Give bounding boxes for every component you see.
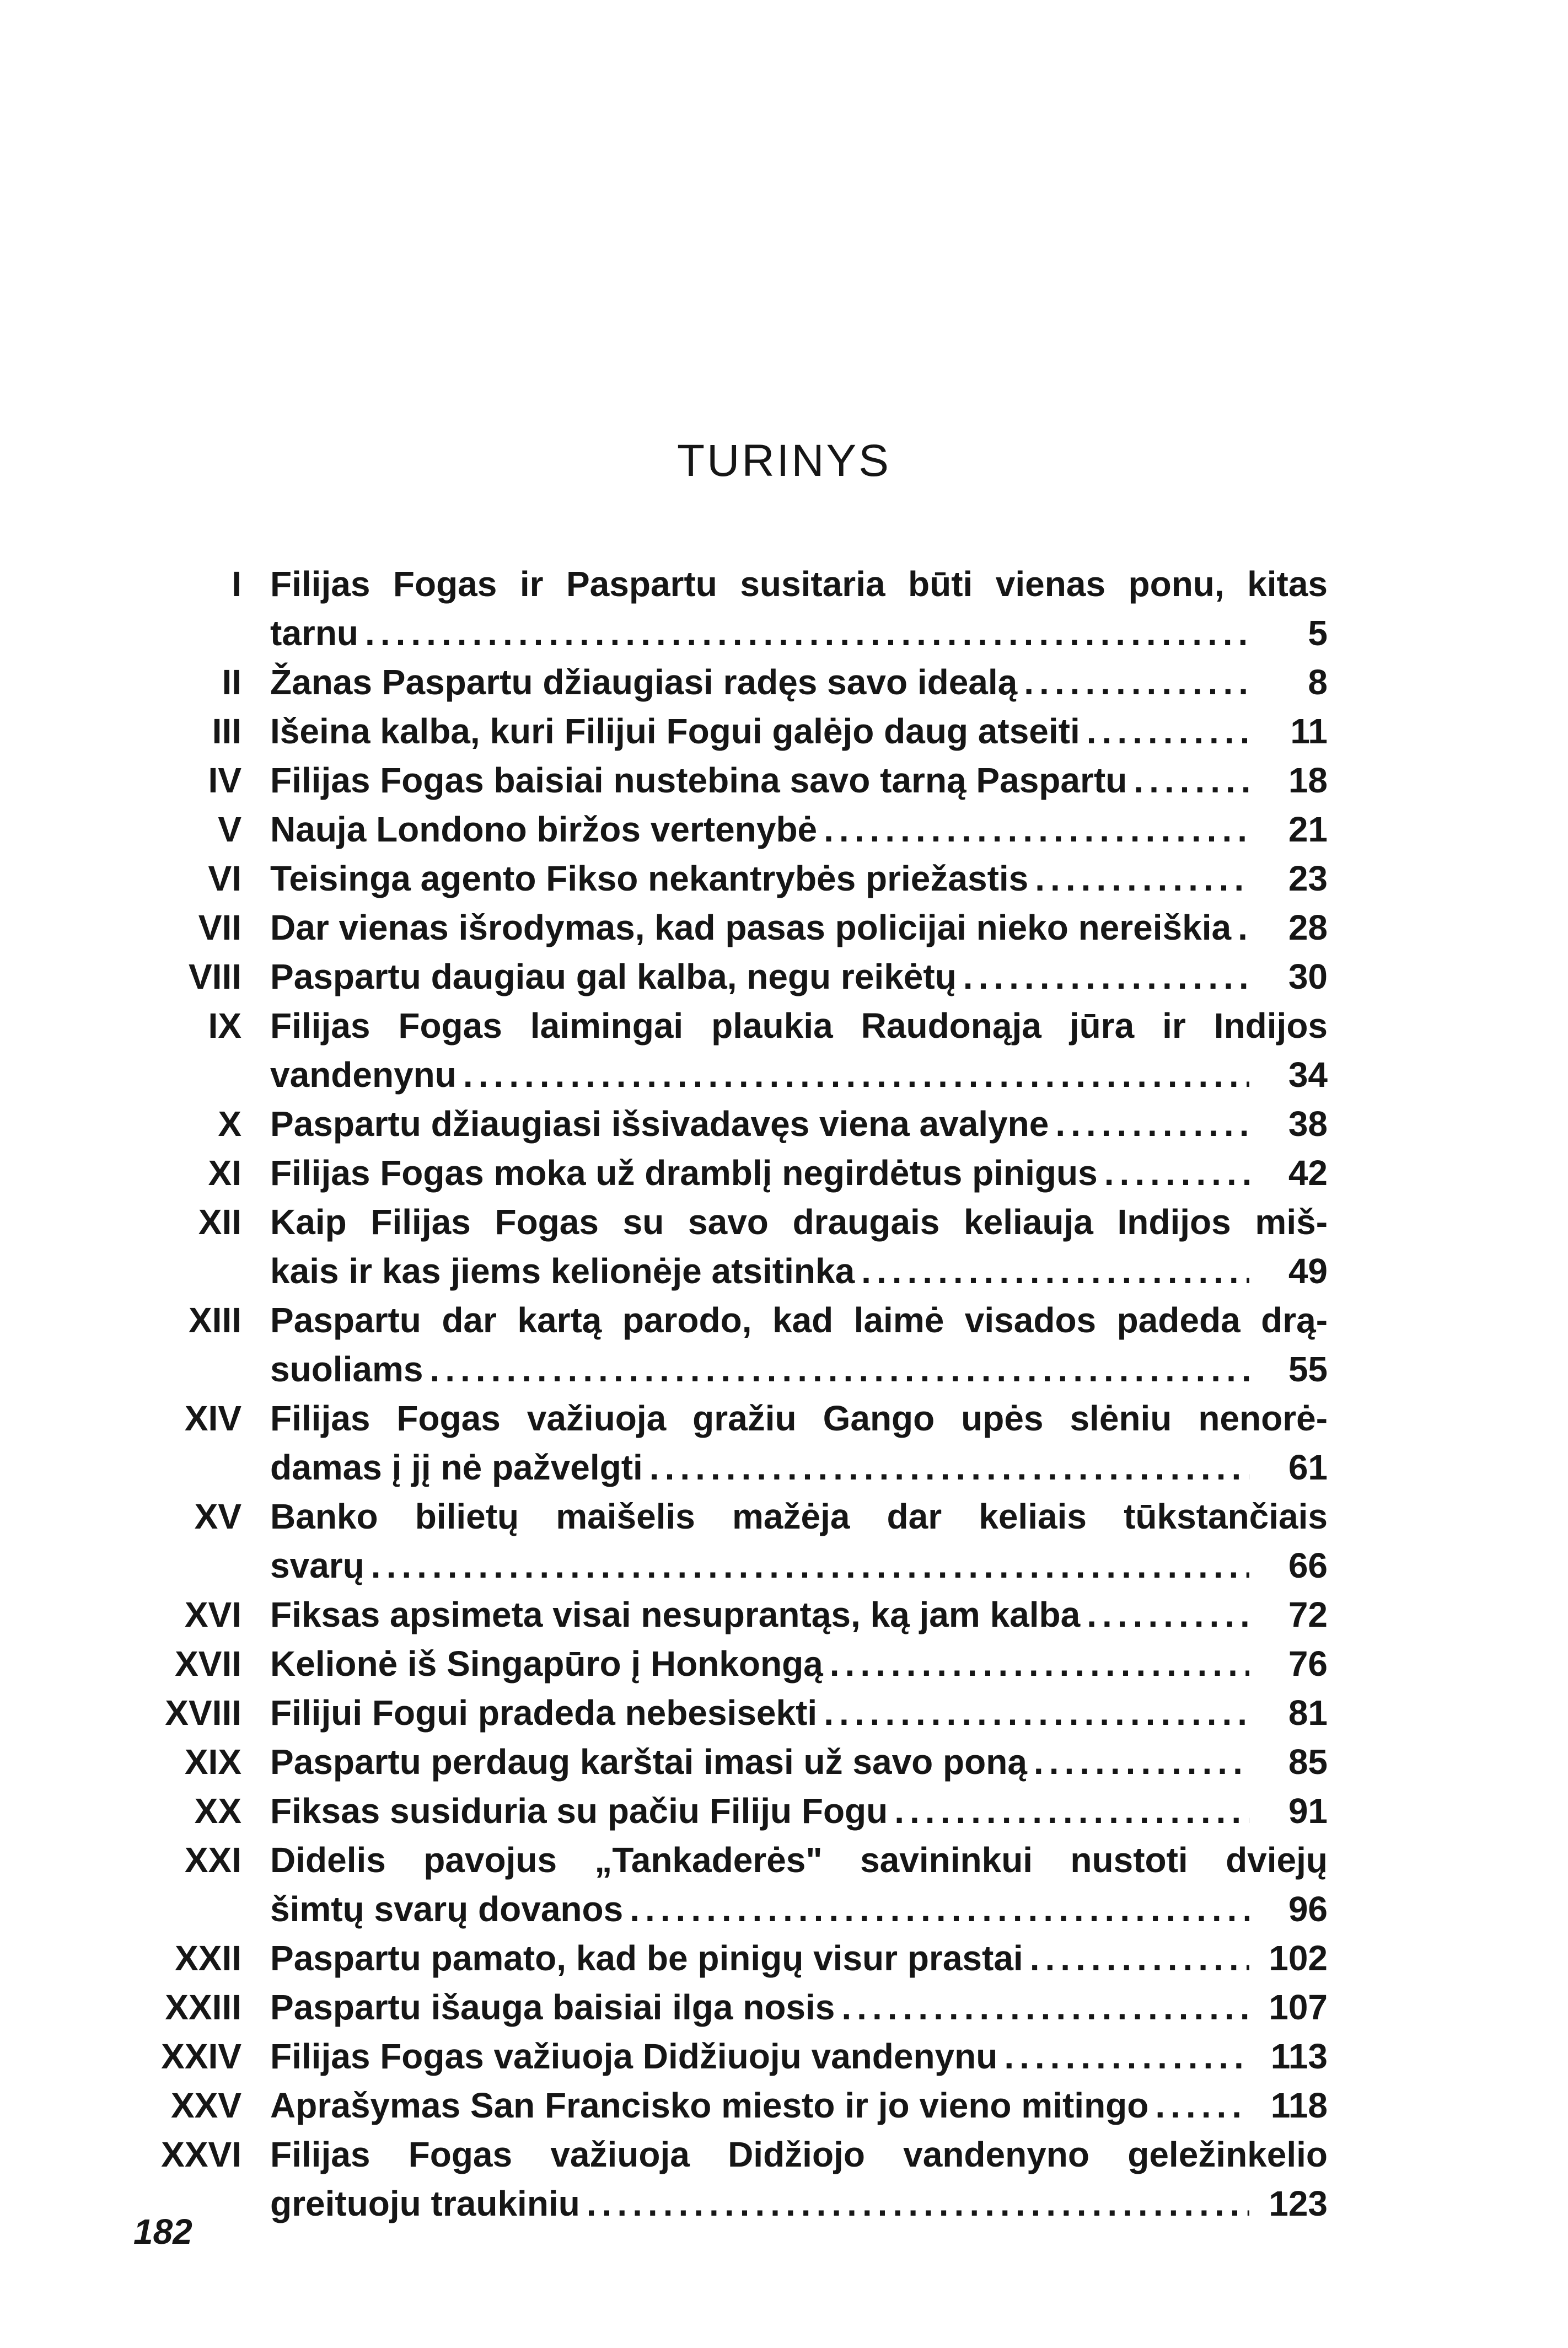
chapter-title — [270, 1149, 1328, 1198]
chapter-title — [270, 756, 1328, 805]
chapter-title-text: Kelionė iš Singapūro į Honkongą — [270, 1644, 823, 1684]
toc-page-number: 8 — [1308, 662, 1328, 702]
toc-page-number: 18 — [1288, 760, 1328, 800]
toc-entry — [0, 1149, 1568, 1198]
toc-entry — [0, 1688, 1568, 1738]
chapter-title-line — [270, 1688, 1328, 1738]
chapter-title-line — [270, 1296, 1328, 1345]
toc-entry — [0, 756, 1568, 805]
dot-leader — [365, 609, 1249, 658]
chapter-numeral: XXVI — [161, 2135, 241, 2174]
chapter-title — [270, 1836, 1328, 1934]
chapter-title-line — [270, 2032, 1328, 2081]
chapter-title — [270, 1001, 1328, 1100]
chapter-title-text: Didelis pavojus „Tankaderės" savininkui nustoti dviejų — [270, 1840, 1328, 1880]
chapter-numeral: XIV — [184, 1398, 241, 1438]
chapter-numeral: XXV — [170, 2086, 241, 2125]
toc-page-number: 107 — [1269, 1987, 1328, 2027]
chapter-numeral: II — [222, 662, 241, 702]
chapter-numeral: VIII — [188, 957, 241, 996]
chapter-title-text: damas į jį nė pažvelgti — [270, 1448, 643, 1487]
chapter-title-line — [270, 1983, 1328, 2032]
toc-page-number: 81 — [1288, 1693, 1328, 1733]
chapter-title-text: Filijas Fogas baisiai nustebina savo tarną Paspartu — [270, 760, 1127, 800]
chapter-title-line — [270, 1394, 1328, 1443]
toc-page-number: 38 — [1288, 1104, 1328, 1144]
chapter-title-line — [270, 2081, 1328, 2130]
toc-entry — [0, 805, 1568, 854]
toc-entry — [0, 658, 1568, 707]
chapter-title-line — [270, 560, 1328, 609]
toc-page-number: 76 — [1288, 1644, 1328, 1684]
chapter-title-line — [270, 2130, 1328, 2179]
dot-leader — [1134, 756, 1249, 805]
chapter-numeral: XXI — [184, 1840, 241, 1880]
chapter-title-line — [270, 952, 1328, 1001]
toc-entry — [0, 952, 1568, 1001]
chapter-title-text: tarnu — [270, 613, 358, 653]
chapter-title-line — [270, 1001, 1328, 1050]
chapter-title — [270, 1492, 1328, 1590]
chapter-title-line — [270, 658, 1328, 707]
chapter-title — [270, 952, 1328, 1001]
chapter-title — [270, 1198, 1328, 1296]
chapter-title-text: Filijas Fogas ir Paspartu susitaria būti vienas ponu, kitas — [270, 564, 1328, 604]
toc-page-number: 28 — [1288, 908, 1328, 947]
chapter-title-text: kais ir kas jiems kelionėje atsitinka — [270, 1251, 855, 1291]
dot-leader — [371, 1541, 1249, 1590]
chapter-numeral: XXIII — [165, 1987, 241, 2027]
chapter-title-text: greituoju traukiniu — [270, 2184, 580, 2223]
dot-leader — [894, 1787, 1249, 1836]
table-of-contents — [0, 560, 1568, 2228]
toc-entry — [0, 1738, 1568, 1787]
toc-entry — [0, 560, 1568, 658]
chapter-title — [270, 1983, 1328, 2032]
chapter-title-text: Banko bilietų maišelis mažėja dar keliais tūkstančiais — [270, 1497, 1328, 1536]
chapter-numeral: XVIII — [165, 1693, 241, 1733]
toc-entry — [0, 854, 1568, 903]
chapter-title-text: Filijas Fogas važiuoja Didžiojo vandenyno geležinkelio — [270, 2135, 1328, 2174]
dot-leader — [841, 1983, 1249, 2032]
chapter-title-text: Paspartu išauga baisiai ilga nosis — [270, 1987, 835, 2027]
chapter-title-text: Išeina kalba, kuri Filijui Fogui galėjo daug atseiti — [270, 711, 1080, 751]
chapter-title-text: Aprašymas San Francisko miesto ir jo vieno mitingo — [270, 2086, 1149, 2125]
chapter-title-text: Filijas Fogas moka už dramblį negirdėtus pinigus — [270, 1153, 1098, 1193]
toc-page-number: 113 — [1270, 2036, 1328, 2076]
toc-page-number: 42 — [1288, 1153, 1328, 1193]
toc-entry — [0, 707, 1568, 756]
toc-page-number: 23 — [1288, 859, 1328, 898]
chapter-title-text: Kaip Filijas Fogas su savo draugais keliauja Indijos miš- — [270, 1202, 1328, 1242]
chapter-title-line — [270, 1787, 1328, 1836]
dot-leader — [429, 1345, 1249, 1394]
toc-page-number: 55 — [1288, 1349, 1328, 1389]
chapter-title-line — [270, 1738, 1328, 1787]
chapter-title-text: Nauja Londono biržos vertenybė — [270, 810, 818, 849]
dot-leader — [1004, 2032, 1249, 2081]
chapter-numeral: XXII — [175, 1938, 241, 1978]
dot-leader — [1155, 2081, 1249, 2130]
chapter-title — [270, 854, 1328, 903]
chapter-title-line — [270, 2179, 1328, 2228]
toc-page-number: 11 — [1290, 711, 1328, 751]
chapter-numeral: IV — [208, 760, 241, 800]
toc-page-number: 34 — [1288, 1055, 1328, 1095]
chapter-numeral: III — [212, 711, 241, 751]
chapter-title — [270, 1394, 1328, 1492]
chapter-numeral: XII — [198, 1202, 241, 1242]
chapter-title — [270, 707, 1328, 756]
chapter-numeral: XI — [208, 1153, 241, 1193]
chapter-title-line — [270, 1934, 1328, 1983]
chapter-title-line — [270, 756, 1328, 805]
page-number: 182 — [133, 2212, 192, 2251]
toc-entry — [0, 1296, 1568, 1394]
chapter-title-line — [270, 1100, 1328, 1149]
chapter-title — [270, 1100, 1328, 1149]
chapter-title — [270, 805, 1328, 854]
toc-page-number: 66 — [1288, 1546, 1328, 1585]
toc-page-number: 118 — [1270, 2086, 1328, 2125]
chapter-title-line — [270, 1590, 1328, 1639]
dot-leader — [649, 1443, 1249, 1492]
page-title: TURINYS — [677, 436, 891, 486]
chapter-title — [270, 560, 1328, 658]
toc-page-number: 91 — [1288, 1791, 1328, 1831]
toc-entry — [0, 1787, 1568, 1836]
chapter-title — [270, 1590, 1328, 1639]
dot-leader — [1024, 658, 1249, 707]
chapter-title-text: Paspartu pamato, kad be pinigų visur prastai — [270, 1938, 1023, 1978]
chapter-title-line — [270, 903, 1328, 952]
dot-leader — [861, 1247, 1249, 1296]
chapter-title — [270, 903, 1328, 952]
chapter-title-line — [270, 1050, 1328, 1100]
toc-entry — [0, 1001, 1568, 1100]
dot-leader — [824, 1688, 1249, 1738]
chapter-title-text: Teisinga agento Fikso nekantrybės priežastis — [270, 859, 1029, 898]
chapter-numeral: XVII — [175, 1644, 241, 1684]
chapter-numeral: VII — [198, 908, 241, 947]
toc-entry — [0, 1836, 1568, 1934]
chapter-title-text: Paspartu džiaugiasi išsivadavęs viena avalyne — [270, 1104, 1049, 1144]
chapter-numeral: XIII — [188, 1300, 241, 1340]
chapter-title-text: Filijui Fogui pradeda nebesisekti — [270, 1693, 818, 1733]
chapter-numeral: IX — [208, 1006, 241, 1046]
dot-leader — [1087, 707, 1249, 756]
dot-leader — [1030, 1934, 1249, 1983]
chapter-title — [270, 1688, 1328, 1738]
dot-leader — [463, 1050, 1249, 1100]
chapter-title-line — [270, 1247, 1328, 1296]
chapter-numeral: X — [218, 1104, 241, 1144]
dot-leader — [1035, 854, 1249, 903]
chapter-title-line — [270, 805, 1328, 854]
chapter-title-text: Fiksas susiduria su pačiu Filiju Fogu — [270, 1791, 888, 1831]
toc-page-number: 5 — [1308, 613, 1328, 653]
chapter-numeral: V — [218, 810, 241, 849]
toc-entry — [0, 1198, 1568, 1296]
chapter-numeral: XV — [194, 1497, 241, 1536]
toc-page-number: 49 — [1288, 1251, 1328, 1291]
toc-entry — [0, 2130, 1568, 2228]
chapter-title-line — [270, 1885, 1328, 1934]
chapter-numeral: I — [232, 564, 241, 604]
chapter-title-line — [270, 1639, 1328, 1688]
chapter-title-text: Paspartu daugiau gal kalba, negu reikėtų — [270, 957, 957, 996]
toc-page-number: 61 — [1288, 1448, 1328, 1487]
chapter-title-line — [270, 609, 1328, 658]
toc-entry — [0, 2032, 1568, 2081]
chapter-title-line — [270, 1198, 1328, 1247]
toc-entry — [0, 1100, 1568, 1149]
chapter-title-text: Žanas Paspartu džiaugiasi radęs savo idealą — [270, 662, 1018, 702]
dot-leader — [1087, 1590, 1249, 1639]
chapter-title-text: Dar vienas išrodymas, kad pasas policijai nieko nereiškia — [270, 908, 1232, 947]
toc-entry — [0, 1983, 1568, 2032]
chapter-title — [270, 1787, 1328, 1836]
toc-entry — [0, 903, 1568, 952]
chapter-title-line — [270, 1345, 1328, 1394]
chapter-title-line — [270, 1541, 1328, 1590]
chapter-title — [270, 2081, 1328, 2130]
chapter-title-text: šimtų svarų dovanos — [270, 1889, 624, 1929]
chapter-title — [270, 2032, 1328, 2081]
chapter-title — [270, 1639, 1328, 1688]
chapter-title-text: Filijas Fogas laimingai plaukia Raudonąja jūra ir Indijos — [270, 1006, 1328, 1046]
dot-leader — [1238, 903, 1249, 952]
chapter-title — [270, 1296, 1328, 1394]
chapter-title-text: vandenynu — [270, 1055, 457, 1095]
toc-page-number: 96 — [1288, 1889, 1328, 1929]
toc-entry — [0, 2081, 1568, 2130]
toc-page-number: 30 — [1288, 957, 1328, 996]
chapter-numeral: XXIV — [161, 2036, 241, 2076]
dot-leader — [1034, 1738, 1249, 1787]
toc-page-number: 102 — [1269, 1938, 1328, 1978]
chapter-title-line — [270, 1443, 1328, 1492]
chapter-title-text: Fiksas apsimeta visai nesuprantąs, ką jam kalba — [270, 1595, 1081, 1634]
toc-page-number: 85 — [1288, 1742, 1328, 1782]
dot-leader — [1055, 1100, 1249, 1149]
dot-leader — [630, 1885, 1249, 1934]
chapter-numeral: XIX — [184, 1742, 241, 1782]
chapter-title-text: Paspartu perdaug karštai imasi už savo poną — [270, 1742, 1027, 1782]
chapter-title — [270, 2130, 1328, 2228]
chapter-title-text: Filijas Fogas važiuoja Didžiuoju vandenynu — [270, 2036, 998, 2076]
chapter-numeral: XVI — [184, 1595, 241, 1634]
chapter-title-line — [270, 707, 1328, 756]
chapter-title-text: Paspartu dar kartą parodo, kad laimė visados padeda drą- — [270, 1300, 1328, 1340]
chapter-title-text: Filijas Fogas važiuoja gražiu Gango upės slėniu nenorė- — [270, 1398, 1328, 1438]
toc-entry — [0, 1590, 1568, 1639]
dot-leader — [963, 952, 1249, 1001]
chapter-title-line — [270, 1836, 1328, 1885]
chapter-title-line — [270, 1149, 1328, 1198]
toc-entry — [0, 1492, 1568, 1590]
toc-page-number: 21 — [1288, 810, 1328, 849]
chapter-title-text: suoliams — [270, 1349, 423, 1389]
dot-leader — [587, 2179, 1249, 2228]
dot-leader — [824, 805, 1249, 854]
toc-page-number: 123 — [1269, 2184, 1328, 2223]
chapter-title — [270, 1934, 1328, 1983]
toc-page-number: 72 — [1288, 1595, 1328, 1634]
toc-entry — [0, 1934, 1568, 1983]
chapter-title — [270, 658, 1328, 707]
toc-entry — [0, 1394, 1568, 1492]
chapter-title — [270, 1738, 1328, 1787]
chapter-numeral: XX — [194, 1791, 241, 1831]
chapter-title-line — [270, 1492, 1328, 1541]
dot-leader — [830, 1639, 1249, 1688]
toc-entry — [0, 1639, 1568, 1688]
chapter-numeral: VI — [208, 859, 241, 898]
chapter-title-text: svarų — [270, 1546, 364, 1585]
dot-leader — [1104, 1149, 1249, 1198]
chapter-title-line — [270, 854, 1328, 903]
